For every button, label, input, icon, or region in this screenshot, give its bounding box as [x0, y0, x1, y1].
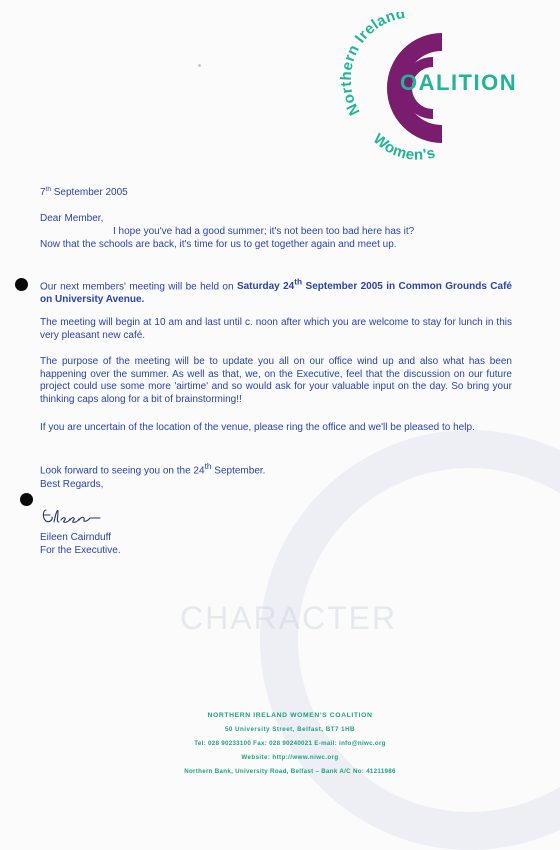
salutation: Dear Member,: [40, 213, 104, 224]
meeting-date-bold: Saturday 24th September 2005 in Common Grounds Café on University Avenue.: [40, 277, 512, 305]
signer-name: Eileen Cairnduff: [40, 532, 111, 543]
footer-bank: Northern Bank, University Road, Belfast – Bank A/C No: 41211986: [184, 768, 396, 775]
logo-main-text: OALITION: [400, 70, 518, 95]
purpose-paragraph: The purpose of the meeting will be to update you all on our office wind up and also what has been happening over the summer. As well as that, we, on the Executive, feel that the discussion on our future project could use some more 'airtime' and so would ask for your valuable input on the day. So bring your thinking caps along for a bit of brainstorming!!: [40, 356, 512, 405]
logo-top-arc-text: Northern Ireland: [338, 12, 407, 118]
begin-paragraph: The meeting will begin at 10 am and last until c. noon after which you are welcome to stay for lunch in this very pleasant new café.: [40, 317, 512, 341]
closing: Best Regards,: [40, 479, 104, 490]
footer-website: Website: http://www.niwc.org: [241, 754, 339, 761]
intro-line-2: Now that the schools are back, it's time for us to get together again and meet up.: [40, 239, 397, 250]
intro-line-1: I hope you've had a good summer; it's not been too bad here has it?: [113, 226, 415, 237]
niwc-logo: [338, 12, 538, 162]
date-suffix: th: [45, 186, 51, 193]
footer-contact: Tel: 028 90233100 Fax: 028 90240021 E-mail: info@niwc.org: [194, 740, 386, 747]
signer-role: For the Executive.: [40, 545, 121, 556]
date-day: 7: [40, 187, 46, 198]
watermark-arc: [260, 430, 560, 850]
letter-date: [40, 187, 128, 198]
logo-bottom-arc-text: Women's: [369, 130, 438, 162]
footer-address: 50 University Street, Belfast, BT7 1HB: [224, 726, 356, 733]
meeting-lead: Our next members' meeting will be held on: [40, 281, 237, 293]
handwritten-signature: [40, 504, 104, 528]
scan-speck: [198, 64, 201, 67]
punch-hole-top: [15, 278, 28, 291]
date-rest: September 2005: [50, 187, 128, 198]
meeting-paragraph: [40, 276, 512, 307]
venue-paragraph: If you are uncertain of the location of the venue, please ring the office and we'll be pleased to help.: [40, 422, 475, 433]
footer-organisation: NORTHERN IRELAND WOMEN'S COALITION: [207, 712, 373, 719]
watermark-text: CHARACTER: [180, 600, 398, 636]
look-forward-paragraph: Look forward to seeing you on the 24th September.: [40, 461, 266, 477]
punch-hole-bottom: [20, 493, 33, 506]
